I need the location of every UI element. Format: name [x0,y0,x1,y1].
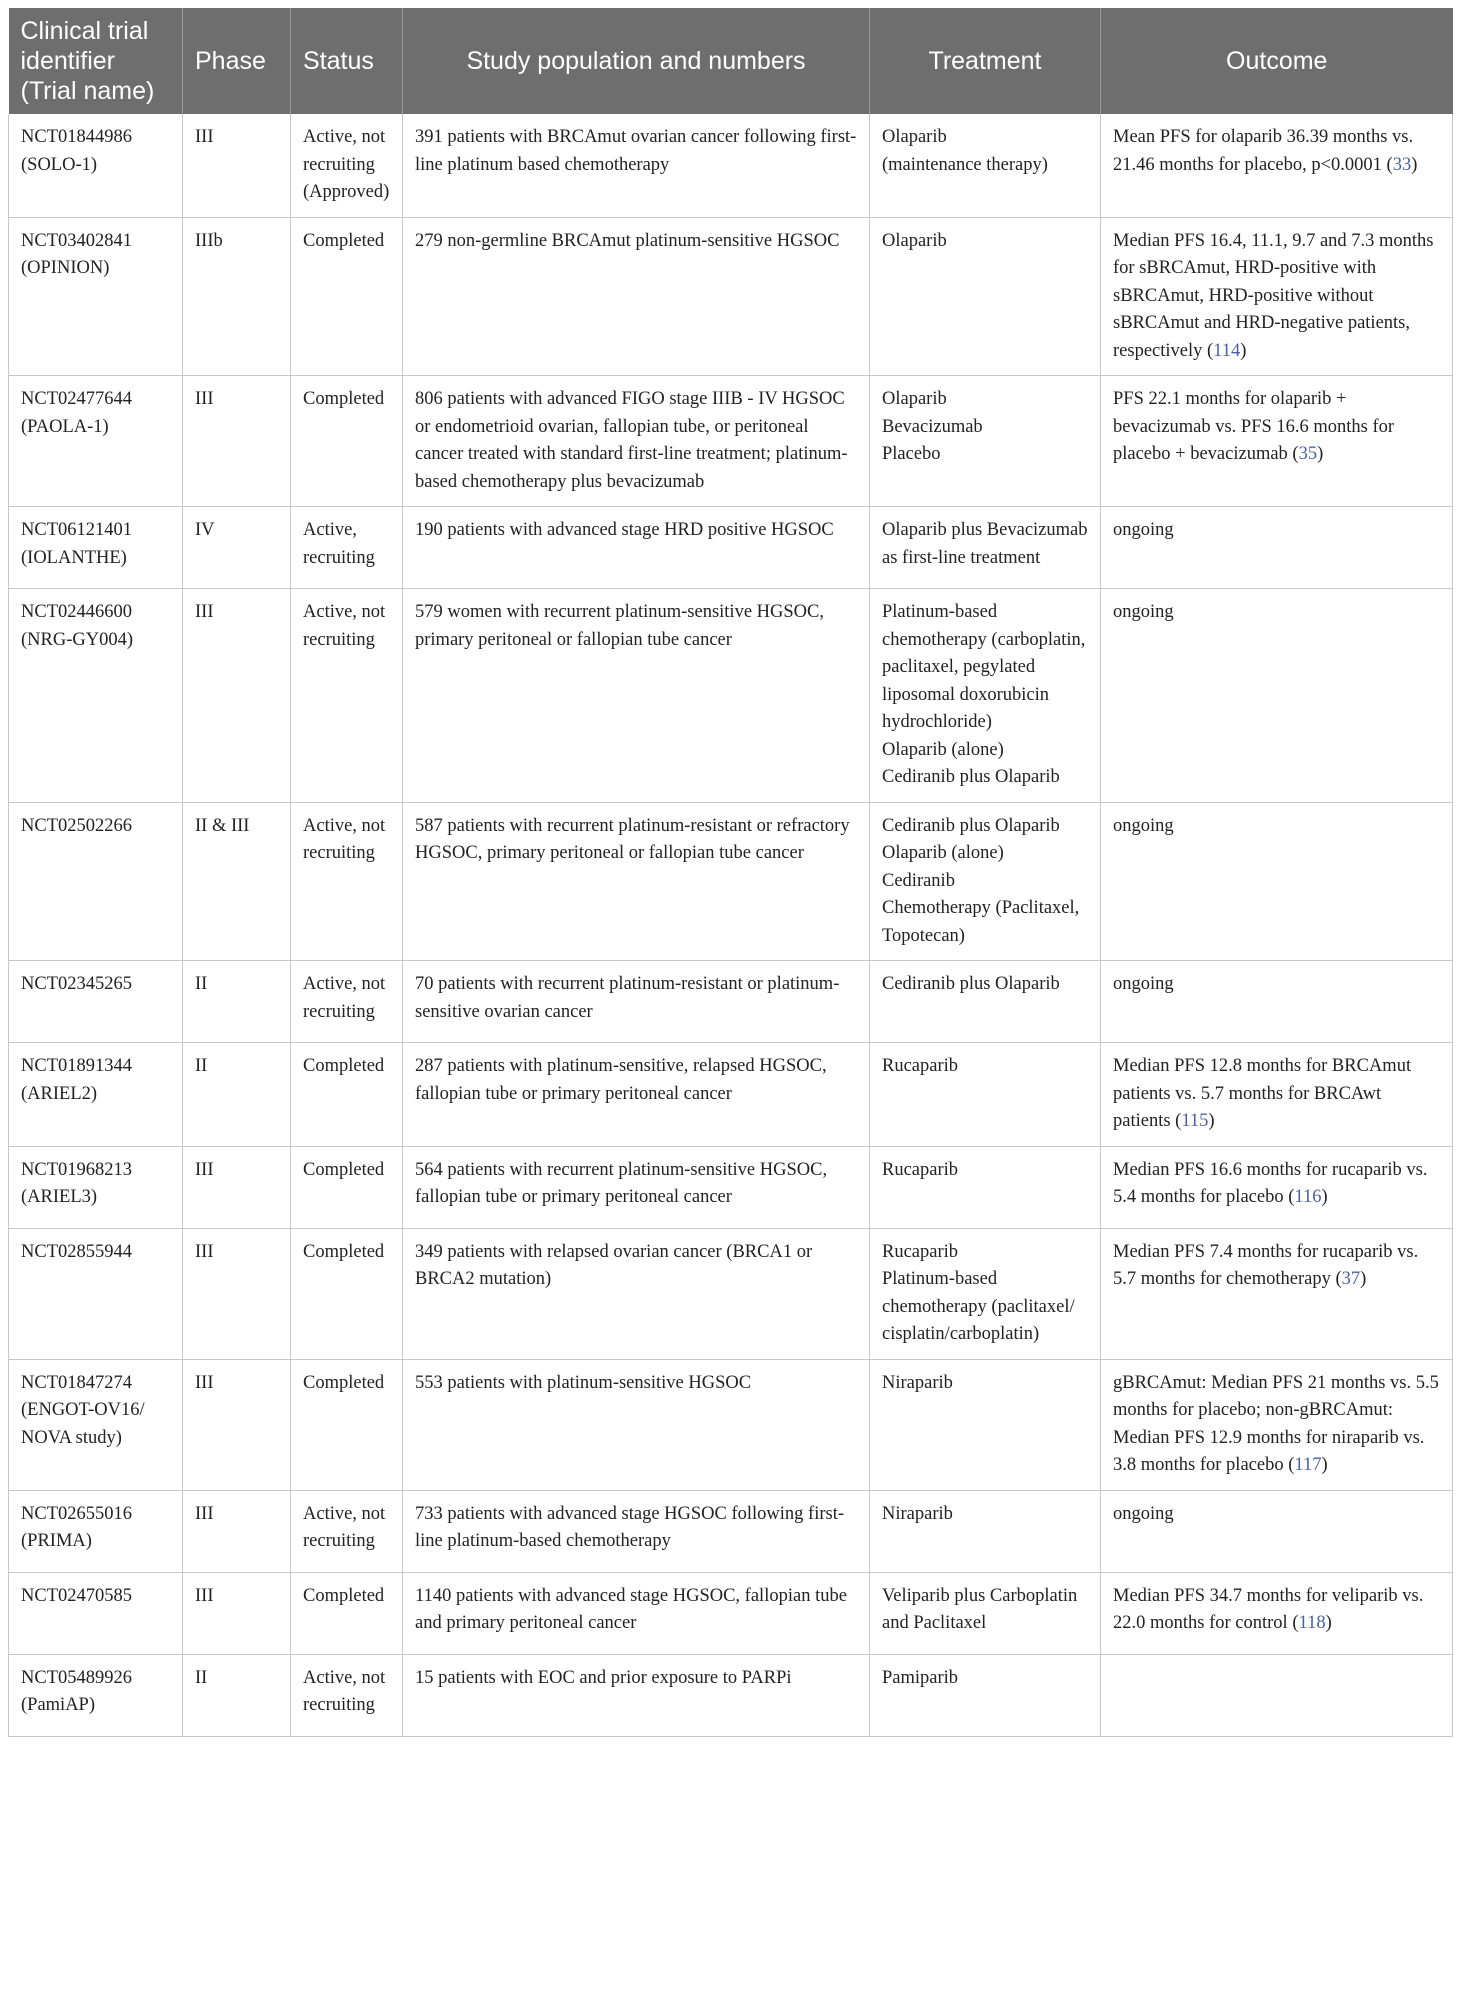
treatment-item: Pamiparib [882,1667,959,1688]
trial-name: (SOLO-1) [21,154,98,175]
trial-id: NCT01891344 [21,1056,132,1076]
study-population-cell: 1140 patients with advanced stage HGSOC, fallopian tube and primary peritoneal cancer [403,1572,870,1654]
outcome-cell [1101,507,1453,589]
trial-phase-cell: III [183,376,291,507]
trial-phase-cell: II [183,1043,291,1147]
trial-phase-cell: III [183,1490,291,1572]
trial-status-cell: Active, not recruiting [291,802,403,961]
header-phase: Phase [183,8,291,114]
study-population-cell: 70 patients with recurrent platinum-resistant or platinum-sensitive ovarian cancer [403,961,870,1043]
trial-status-cell: Active, not recruiting [291,589,403,803]
study-population-cell: 190 patients with advanced stage HRD positive HGSOC [403,507,870,589]
trial-phase-cell: II [183,1654,291,1736]
trial-phase-cell: II [183,961,291,1043]
outcome-text: Median PFS 16.6 months for rucaparib vs. 5.4 months for placebo [1113,1159,1428,1207]
treatment-item: Cediranib plus Olaparib [882,974,1060,994]
outcome-cell: Median PFS 7.4 months for rucaparib vs. 5.7 months for chemotherapy (37) [1101,1228,1453,1359]
study-population-cell: 733 patients with advanced stage HGSOC following first-line platinum-based chemotherapy [403,1490,870,1572]
table-row [9,1228,1453,1359]
table-row [9,217,1453,376]
outcome-text: Median PFS 12.8 months for BRCAmut patients vs. 5.7 months for BRCAwt patients [1113,1056,1412,1131]
table-row [9,589,1453,803]
study-population-cell: 553 patients with platinum-sensitive HGSOC [403,1359,870,1490]
treatment-cell [870,1490,1101,1572]
study-population-cell: 564 patients with recurrent platinum-sensitive HGSOC, fallopian tube or primary peritoneal cancer [403,1146,870,1228]
outcome-cell: Median PFS 16.4, 11.1, 9.7 and 7.3 months for sBRCAmut, HRD-positive with sBRCAmut, HRD-positive without sBRCAmut and HRD-negative patients, respectively (114) [1101,217,1453,376]
reference-link[interactable]: 117 [1294,1455,1322,1475]
treatment-cell [870,507,1101,589]
study-population-cell: 806 patients with advanced FIGO stage IIIB - IV HGSOC or endometrioid ovarian, fallopian tube, or peritoneal cancer treated with standard first-line treatment; platinum-based chemotherapy plus bevacizumab [403,376,870,507]
trial-phase-cell: IV [183,507,291,589]
outcome-text: Median PFS 16.4, 11.1, 9.7 and 7.3 months for sBRCAmut, HRD-positive with sBRCAmut, HRD-positive without sBRCAmut and HRD-negative patients, respectively [1113,230,1434,361]
treatment-item: Platinum-based chemotherapy (carboplatin, paclitaxel, pegylated liposomal doxorubicin hydrochloride) [882,602,1086,732]
treatment-item: Veliparib plus Carboplatin and Paclitaxel [882,1585,1078,1633]
outcome-text: PFS 22.1 months for olaparib + bevacizumab vs. PFS 16.6 months for placebo + bevacizumab [1113,389,1395,464]
study-population-cell: 287 patients with platinum-sensitive, relapsed HGSOC, fallopian tube or primary peritoneal cancer [403,1043,870,1147]
treatment-cell [870,1359,1101,1490]
trial-id: NCT02502266 [21,815,132,836]
trial-identifier-cell [9,507,183,589]
treatment-item: Olaparib (alone) [882,739,1004,760]
treatment-cell [870,1572,1101,1654]
outcome-cell: gBRCAmut: Median PFS 21 months vs. 5.5 months for placebo; non-gBRCAmut: Median PFS 12.9 months for niraparib vs. 3.8 months for placebo (117) [1101,1359,1453,1490]
clinical-trials-table [8,8,1453,1737]
treatment-cell [870,589,1101,803]
treatment-item: Chemotherapy (Paclitaxel, Topotecan) [882,898,1080,946]
treatment-item: Olaparib (alone) [882,843,1004,863]
treatment-cell [870,1654,1101,1736]
reference-link[interactable]: 35 [1298,444,1318,464]
trial-id: NCT01968213 [21,1159,132,1180]
trial-status-cell: Completed [291,1043,403,1147]
outcome-text: Median PFS 34.7 months for veliparib vs. 22.0 months for control [1113,1585,1424,1633]
reference-link[interactable]: 115 [1181,1111,1209,1131]
trial-phase-cell: III [183,1228,291,1359]
trial-identifier-cell [9,1146,183,1228]
trial-id: NCT02446600 [21,602,132,622]
table-row [9,1043,1453,1147]
treatment-item: Olaparib [882,127,947,147]
treatment-item: (maintenance therapy) [882,154,1048,175]
trial-id: NCT01844986 [21,127,132,147]
header-trial-identifier: Clinical trial identifier (Trial name) [9,8,183,114]
treatment-item: Platinum-based chemotherapy (paclitaxel/ cisplatin/carboplatin) [882,1269,1075,1344]
trial-identifier-cell [9,1043,183,1147]
treatment-item: Olaparib [882,389,947,409]
trial-phase-cell: III [183,589,291,803]
table-row [9,376,1453,507]
treatment-item: Cediranib [882,870,955,891]
outcome-text: ongoing [1113,974,1174,994]
trial-name: (ARIEL3) [21,1187,98,1207]
trial-status-cell: Completed [291,376,403,507]
reference-link[interactable]: 37 [1341,1269,1361,1289]
table-row [9,1490,1453,1572]
treatment-item: Bevacizumab [882,416,983,437]
trial-status-cell: Active, not recruiting [291,1654,403,1736]
trial-id: NCT02655016 [21,1503,132,1524]
trial-identifier-cell [9,1359,183,1490]
trial-phase-cell: III [183,1146,291,1228]
treatment-item: Rucaparib [882,1241,959,1262]
trial-phase-cell: II & III [183,802,291,961]
outcome-text: Mean PFS for olaparib 36.39 months vs. 21.46 months for placebo, p<0.0001 [1113,127,1414,175]
trial-identifier-cell [9,1654,183,1736]
outcome-cell [1101,1654,1453,1736]
treatment-item: Rucaparib [882,1056,959,1076]
trial-id: NCT01847274 [21,1372,132,1393]
trial-identifier-cell [9,376,183,507]
trial-id: NCT02855944 [21,1241,132,1262]
trial-name: (PRIMA) [21,1531,92,1551]
trial-status-cell: Active, not recruiting [291,961,403,1043]
reference-link[interactable]: 114 [1213,340,1241,361]
outcome-text: ongoing [1113,602,1174,622]
trial-identifier-cell [9,1572,183,1654]
study-population-cell: 15 patients with EOC and prior exposure to PARPi [403,1654,870,1736]
outcome-cell: Median PFS 34.7 months for veliparib vs. 22.0 months for control (118) [1101,1572,1453,1654]
trial-identifier-cell [9,217,183,376]
trial-identifier-cell [9,114,183,217]
treatment-item: Cediranib plus Olaparib [882,815,1060,836]
trial-identifier-cell [9,589,183,803]
trial-name: (PAOLA-1) [21,416,109,437]
trial-name: (IOLANTHE) [21,547,127,568]
header-study-population: Study population and numbers [403,8,870,114]
trial-identifier-cell [9,802,183,961]
study-population-cell: 349 patients with relapsed ovarian cancer (BRCA1 or BRCA2 mutation) [403,1228,870,1359]
treatment-item: Niraparib [882,1503,953,1524]
header-status: Status [291,8,403,114]
trial-phase-cell: IIIb [183,217,291,376]
outcome-text: ongoing [1113,815,1174,836]
study-population-cell: 587 patients with recurrent platinum-resistant or refractory HGSOC, primary peritoneal or fallopian tube cancer [403,802,870,961]
outcome-text: ongoing [1113,1503,1174,1524]
trial-id: NCT03402841 [21,230,132,251]
trial-name: (NRG-GY004) [21,629,134,650]
outcome-cell [1101,961,1453,1043]
table-row [9,507,1453,589]
trial-name: (OPINION) [21,258,110,278]
study-population-cell: 391 patients with BRCAmut ovarian cancer following first-line platinum based chemotherapy [403,114,870,217]
table-row [9,802,1453,961]
trial-id: NCT02345265 [21,974,132,994]
trial-status-cell: Completed [291,1146,403,1228]
trial-status-cell: Completed [291,217,403,376]
trial-status-cell: Active, not recruiting (Approved) [291,114,403,217]
outcome-cell [1101,802,1453,961]
trial-identifier-cell [9,961,183,1043]
treatment-cell [870,802,1101,961]
table-row [9,1654,1453,1736]
outcome-text: ongoing [1113,520,1174,540]
reference-link[interactable]: 116 [1294,1187,1322,1207]
header-outcome: Outcome [1101,8,1453,114]
study-population-cell: 579 women with recurrent platinum-sensitive HGSOC, primary peritoneal or fallopian tube cancer [403,589,870,803]
trial-status-cell: Completed [291,1359,403,1490]
treatment-item: Cediranib plus Olaparib [882,767,1060,787]
trial-status-cell: Active, not recruiting [291,1490,403,1572]
trial-name: (PamiAP) [21,1695,95,1715]
outcome-cell [1101,1490,1453,1572]
table-body [9,114,1453,1736]
table-row [9,961,1453,1043]
outcome-cell: Mean PFS for olaparib 36.39 months vs. 21.46 months for placebo, p<0.0001 (33) [1101,114,1453,217]
treatment-item: Rucaparib [882,1159,959,1180]
trial-id: NCT02477644 [21,389,132,409]
trial-status-cell: Completed [291,1228,403,1359]
treatment-item: Olaparib [882,230,947,251]
table-row [9,1146,1453,1228]
treatment-item: Olaparib plus Bevacizumab as first-line treatment [882,520,1088,568]
treatment-item: Placebo [882,444,941,464]
outcome-text: Median PFS 7.4 months for rucaparib vs. 5.7 months for chemotherapy [1113,1241,1419,1289]
trial-identifier-cell [9,1228,183,1359]
reference-link[interactable]: 33 [1392,154,1412,175]
trials-table-wrapper [8,8,1452,1737]
trial-phase-cell: III [183,1572,291,1654]
trial-id: NCT06121401 [21,520,132,540]
treatment-cell [870,376,1101,507]
table-row [9,1359,1453,1490]
treatment-cell [870,1228,1101,1359]
treatment-cell [870,961,1101,1043]
trial-id: NCT02470585 [21,1585,132,1606]
table-row [9,114,1453,217]
table-row [9,1572,1453,1654]
outcome-text: gBRCAmut: Median PFS 21 months vs. 5.5 months for placebo; non-gBRCAmut: Median PFS 12.9 months for niraparib vs. 3.8 months for placebo [1113,1372,1439,1475]
trial-phase-cell: III [183,114,291,217]
outcome-cell: Median PFS 16.6 months for rucaparib vs. 5.4 months for placebo (116) [1101,1146,1453,1228]
outcome-cell: Median PFS 12.8 months for BRCAmut patients vs. 5.7 months for BRCAwt patients (115) [1101,1043,1453,1147]
treatment-item: Niraparib [882,1372,953,1393]
header-treatment: Treatment [870,8,1101,114]
treatment-cell [870,114,1101,217]
trial-status-cell: Completed [291,1572,403,1654]
outcome-cell: PFS 22.1 months for olaparib + bevacizumab vs. PFS 16.6 months for placebo + bevacizumab (35) [1101,376,1453,507]
treatment-cell [870,217,1101,376]
treatment-cell [870,1043,1101,1147]
treatment-cell [870,1146,1101,1228]
trial-status-cell: Active, recruiting [291,507,403,589]
trial-id: NCT05489926 [21,1667,132,1688]
trial-name: (ENGOT-OV16/ NOVA study) [21,1400,145,1448]
study-population-cell: 279 non-germline BRCAmut platinum-sensitive HGSOC [403,217,870,376]
trial-phase-cell: III [183,1359,291,1490]
reference-link[interactable]: 118 [1298,1613,1326,1633]
trial-identifier-cell [9,1490,183,1572]
outcome-cell [1101,589,1453,803]
trial-name: (ARIEL2) [21,1083,98,1104]
header-row [9,8,1453,114]
